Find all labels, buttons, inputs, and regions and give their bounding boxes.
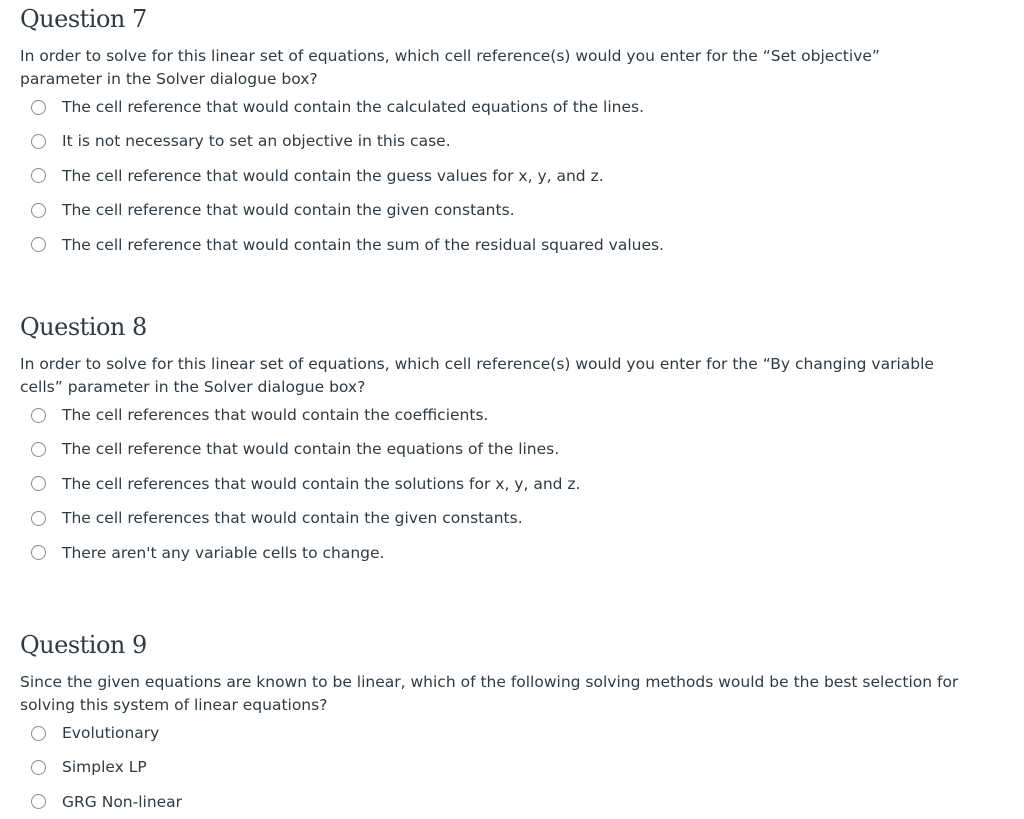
answer-label[interactable]: GRG Non-linear <box>62 792 183 811</box>
answer-label[interactable]: The cell reference that would contain the equations of the lines. <box>62 440 560 459</box>
radio-button[interactable] <box>31 134 46 149</box>
answer-option[interactable] <box>20 785 1010 819</box>
radio-button[interactable] <box>31 203 46 218</box>
radio-button[interactable] <box>31 794 46 809</box>
question-text: Since the given equations are known to be linear, which of the following solving methods would be the best selection for solving this system of linear equations? <box>20 673 959 714</box>
answer-list <box>20 95 1010 262</box>
question-title: Question 9 <box>20 631 147 659</box>
radio-button[interactable] <box>31 100 46 115</box>
answer-label[interactable]: Simplex LP <box>62 758 147 777</box>
answer-label[interactable]: There aren't any variable cells to change. <box>62 543 385 562</box>
question-8 <box>20 313 1010 570</box>
question-title: Question 7 <box>20 5 147 33</box>
answer-option[interactable] <box>20 432 1010 467</box>
answer-label[interactable]: It is not necessary to set an objective in this case. <box>62 132 451 151</box>
answer-list <box>20 721 1010 819</box>
answer-option[interactable] <box>20 750 1010 785</box>
radio-button[interactable] <box>31 237 46 252</box>
answer-label[interactable]: The cell reference that would contain the given constants. <box>62 201 515 220</box>
question-7 <box>20 5 1010 262</box>
answer-label[interactable]: The cell references that would contain the coefficients. <box>62 406 489 424</box>
answer-option[interactable] <box>20 536 1010 571</box>
answer-label[interactable]: The cell reference that would contain the sum of the residual squared values. <box>62 235 664 254</box>
radio-button[interactable] <box>31 408 46 423</box>
radio-button[interactable] <box>31 511 46 526</box>
question-text: In order to solve for this linear set of equations, which cell reference(s) would you enter for the “Set objective” parameter in the Solver dialogue box? <box>20 47 880 88</box>
answer-option[interactable] <box>20 124 1010 159</box>
radio-button[interactable] <box>31 168 46 183</box>
answer-option[interactable] <box>20 95 1010 119</box>
answer-option[interactable] <box>20 193 1010 228</box>
radio-button[interactable] <box>31 726 46 741</box>
answer-label[interactable]: Evolutionary <box>62 724 160 742</box>
radio-button[interactable] <box>31 760 46 775</box>
answer-label[interactable]: The cell reference that would contain the calculated equations of the lines. <box>62 98 645 116</box>
radio-button[interactable] <box>31 476 46 491</box>
radio-button[interactable] <box>31 442 46 457</box>
answer-option[interactable] <box>20 501 1010 536</box>
answer-option[interactable] <box>20 403 1010 427</box>
answer-label[interactable]: The cell references that would contain the solutions for x, y, and z. <box>62 474 581 493</box>
answer-list <box>20 403 1010 570</box>
answer-option[interactable] <box>20 721 1010 745</box>
answer-option[interactable] <box>20 228 1010 263</box>
question-text: In order to solve for this linear set of equations, which cell reference(s) would you enter for the “By changing variable cells” parameter in the Solver dialogue box? <box>20 355 934 396</box>
answer-label[interactable]: The cell references that would contain the given constants. <box>62 509 523 528</box>
radio-button[interactable] <box>31 545 46 560</box>
answer-option[interactable] <box>20 467 1010 502</box>
question-title: Question 8 <box>20 313 147 341</box>
question-9 <box>20 631 1010 819</box>
answer-label[interactable]: The cell reference that would contain the guess values for x, y, and z. <box>62 166 604 185</box>
answer-option[interactable] <box>20 159 1010 194</box>
